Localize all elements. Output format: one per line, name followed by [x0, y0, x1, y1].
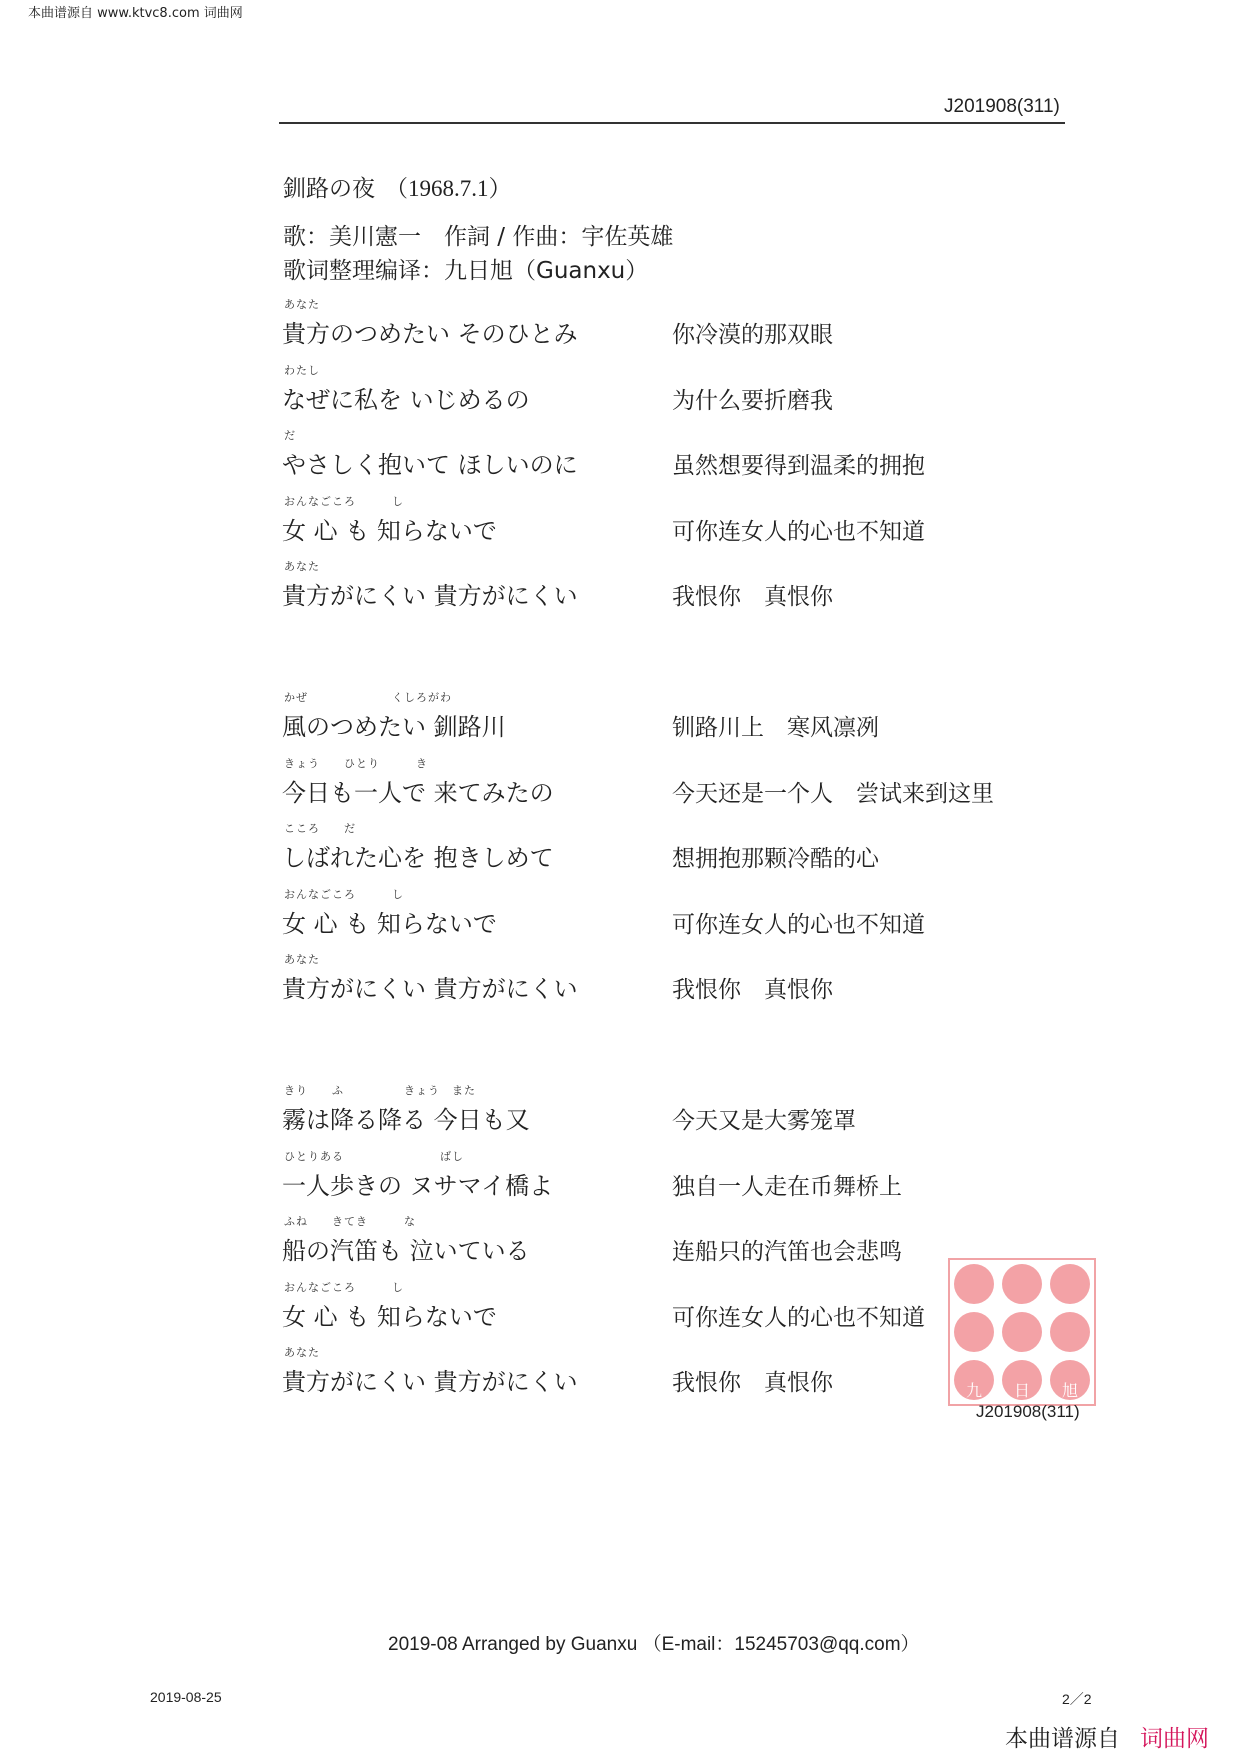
seal-code: J201908(311) [976, 1402, 1080, 1421]
lyric-japanese: 貴方がにくい 貴方がにくい [282, 975, 578, 1003]
lyric-japanese: 今日も一人で 来てみたの [282, 778, 554, 807]
lyric-ruby: だ [284, 429, 296, 442]
song-date: （1968.7.1） [385, 176, 512, 201]
lyric-chinese: 虽然想要得到温柔的拥抱 [672, 453, 925, 479]
lyric-japanese: なぜに私を いじめるの [282, 385, 530, 414]
lyric-japanese: やさしく抱いて ほしいのに [282, 451, 578, 479]
watermark-site-text: 词曲网 [1140, 1726, 1209, 1752]
page-number: 2／2 [1062, 1691, 1092, 1707]
seal-stamp [948, 1258, 1096, 1406]
lyric-ruby: おんなごころ し [284, 494, 404, 508]
lyric-ruby: あなた [284, 1346, 320, 1359]
lyric-chinese: 我恨你 真恨你 [672, 977, 833, 1003]
top-watermark: 本曲谱源自 www.ktvc8.com 词曲网 [28, 6, 243, 21]
seal-character: 旭 [1062, 1381, 1079, 1400]
lyric-japanese: 女 心 も 知らないで [282, 516, 497, 545]
lyric-ruby: わたし [284, 363, 320, 377]
lyric-japanese: 風のつめたい 釧路川 [282, 713, 506, 741]
lyric-chinese: 可你连女人的心也不知道 [672, 911, 925, 938]
lyric-chinese: 连船只的汽笛也会悲鸣 [672, 1239, 902, 1265]
lyric-ruby: おんなごころ し [284, 1280, 404, 1294]
seal-dot [954, 1312, 994, 1352]
lyric-chinese: 为什么要折磨我 [672, 387, 833, 414]
header-rule [279, 122, 1065, 124]
seal-grid [950, 1260, 1094, 1404]
seal-dot [954, 1264, 994, 1304]
lyric-ruby: きり ふ きょう また [284, 1084, 476, 1097]
lyric-japanese: 貴方のつめたい そのひとみ [282, 320, 578, 348]
lyric-chinese: 想拥抱那颗冷酷的心 [672, 846, 879, 872]
lyric-ruby: かぜ くしろがわ [284, 691, 452, 704]
lyric-chinese: 你冷漠的那双眼 [672, 322, 833, 348]
lyric-chinese: 我恨你 真恨你 [672, 584, 833, 610]
document-code: J201908(311) [944, 96, 1060, 117]
lyric-chinese: 可你连女人的心也不知道 [672, 1304, 925, 1331]
lyric-japanese: 一人歩きの ヌサマイ橋よ [282, 1171, 554, 1200]
seal-dot [1050, 1264, 1090, 1304]
lyric-ruby: きょう ひとり き [284, 756, 428, 770]
footer-arranged-by: 2019-08 Arranged by Guanxu （E-mail：15245703@qq.com） [388, 1634, 920, 1655]
song-credits: 歌：美川憲一 作詞 / 作曲：宇佐英雄 [283, 224, 674, 250]
lyric-chinese: 今天还是一个人 尝试来到这里 [672, 780, 994, 807]
lyric-japanese: 貴方がにくい 貴方がにくい [282, 1368, 578, 1396]
lyric-ruby: あなた [284, 298, 320, 311]
seal-character: 九 [966, 1381, 983, 1400]
song-arranger: 歌词整理编译：九日旭（Guanxu） [283, 258, 649, 284]
lyric-ruby: あなた [284, 560, 320, 573]
lyric-ruby: あなた [284, 953, 320, 966]
lyric-japanese: しばれた心を 抱きしめて [282, 844, 554, 872]
lyric-chinese: 钏路川上 寒风凛冽 [672, 715, 879, 741]
lyric-japanese: 船の汽笛も 泣いている [282, 1237, 530, 1265]
seal-dot [1002, 1264, 1042, 1304]
seal-dot [1050, 1312, 1090, 1352]
lyric-ruby: おんなごころ し [284, 887, 404, 901]
lyric-ruby: こころ だ [284, 822, 356, 835]
song-title: 釧路の夜 [283, 176, 375, 202]
seal-dot [1002, 1312, 1042, 1352]
seal-character: 日 [1014, 1381, 1031, 1400]
lyric-japanese: 霧は降る降る 今日も又 [282, 1106, 530, 1134]
lyric-ruby: ふね きてき な [284, 1215, 416, 1228]
page-date: 2019-08-25 [150, 1689, 222, 1705]
lyric-chinese: 今天又是大雾笼罩 [672, 1108, 856, 1134]
lyric-japanese: 女 心 も 知らないで [282, 1302, 497, 1331]
bottom-watermark [1005, 1720, 1209, 1753]
lyric-chinese: 可你连女人的心也不知道 [672, 518, 925, 545]
lyric-chinese: 独自一人走在币舞桥上 [672, 1173, 902, 1200]
watermark-source-text: 本曲谱源自 [1005, 1726, 1120, 1752]
lyric-japanese: 貴方がにくい 貴方がにくい [282, 582, 578, 610]
song-title-line [283, 170, 512, 203]
lyric-ruby: ひとりある ばし [284, 1149, 464, 1163]
lyric-japanese: 女 心 も 知らないで [282, 909, 497, 938]
lyric-chinese: 我恨你 真恨你 [672, 1370, 833, 1396]
